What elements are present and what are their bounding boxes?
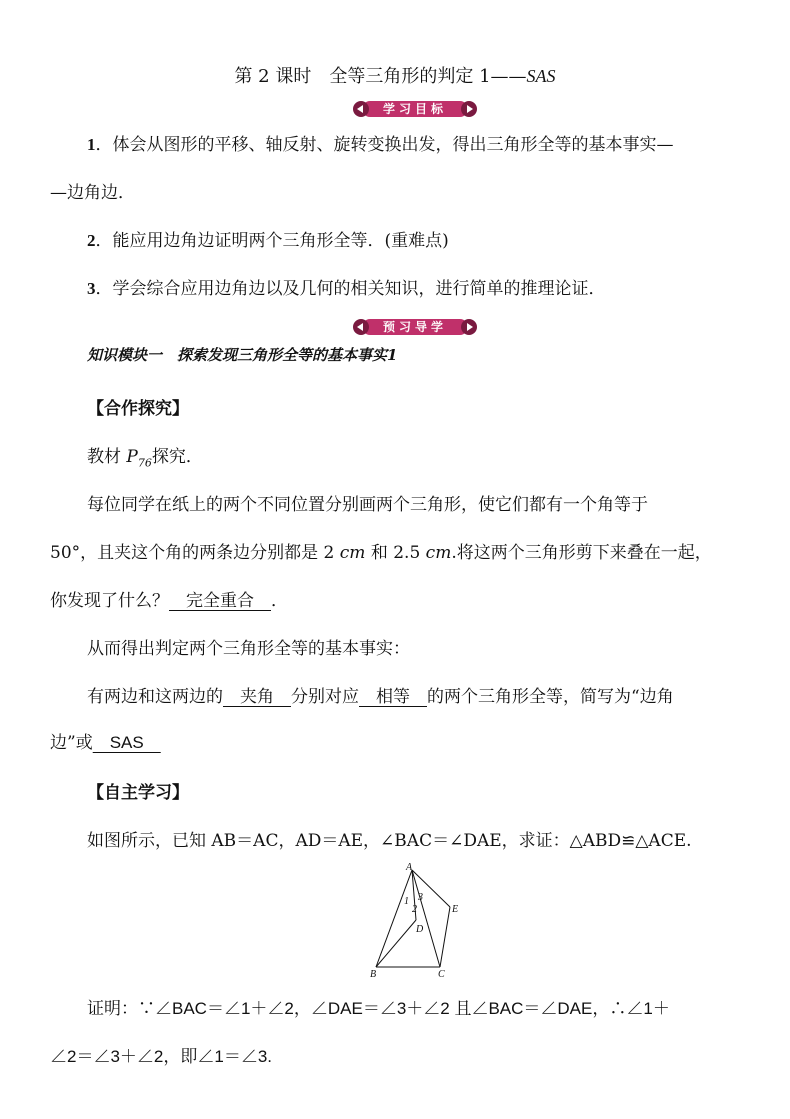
answer-blank-3: 相等 xyxy=(359,687,427,707)
self-study-heading: 【自主学习】 xyxy=(87,783,189,803)
label-a: A xyxy=(406,862,413,873)
textbook-page-sub: 76 xyxy=(137,456,152,470)
angle-label-1: 1 xyxy=(404,896,409,907)
angle-label-2: 2 xyxy=(412,904,417,915)
objective-number: 3 xyxy=(87,279,96,298)
explore-text-b: 和 2.5 xyxy=(365,543,426,563)
conclusion-intro: 从而得出判定两个三角形全等的基本事实： xyxy=(87,639,410,659)
rule-text-a: 有两边和这两边的 xyxy=(87,687,223,707)
question-line xyxy=(50,580,750,622)
objective-text: ．学会综合应用边角边以及几何的相关知识，进行简单的推理论证． xyxy=(95,279,606,299)
goals-badge-label: 学习目标 xyxy=(382,102,447,116)
preview-badge-label: 预习导学 xyxy=(382,320,447,334)
objective-3 xyxy=(87,268,747,310)
answer-blank-4: SAS xyxy=(92,733,161,752)
label-d: D xyxy=(416,924,424,935)
explore-text-c: .将这两个三角形剪下来叠在一起， xyxy=(451,543,712,563)
segment-ab xyxy=(376,870,412,967)
objective-text: ．能应用边角边证明两个三角形全等．(重难点) xyxy=(95,231,449,251)
textbook-line xyxy=(87,436,747,484)
rule-line-2 xyxy=(50,722,750,764)
preview-badge xyxy=(352,318,478,336)
question-suffix: ． xyxy=(271,591,288,611)
objective-number: 2 xyxy=(87,231,96,250)
label-b: B xyxy=(370,969,377,980)
cooperative-heading: 【合作探究】 xyxy=(87,399,189,419)
angle-label-3: 3 xyxy=(418,892,423,903)
objective-1-cont xyxy=(50,172,750,214)
title-prefix: 第 2 课时 全等三角形的判定 1—— xyxy=(234,66,527,87)
triangle-figure xyxy=(368,862,468,982)
rule-text-c: 的两个三角形全等，简写为“边角 xyxy=(427,687,674,707)
textbook-prefix: 教材 xyxy=(87,447,127,467)
title-suffix: SAS xyxy=(526,66,556,86)
question-text: 你发现了什么？ xyxy=(50,591,169,611)
label-c: C xyxy=(438,969,445,980)
rule-line-1 xyxy=(87,676,747,718)
segment-bd xyxy=(376,920,416,967)
module-title: 知识模块一 探索发现三角形全等的基本事实1 xyxy=(87,346,398,364)
rule-text-d: 边”或 xyxy=(50,733,93,753)
objective-2 xyxy=(87,220,747,262)
explore-text-a: 50°，且夹这个角的两条边分别都是 2 xyxy=(50,543,340,563)
answer-blank-2: 夹角 xyxy=(223,687,291,707)
objective-number: 1 xyxy=(87,135,96,154)
objective-text-cont: —边角边． xyxy=(50,183,135,203)
label-e: E xyxy=(452,904,459,915)
explore-line-2 xyxy=(50,532,750,574)
rule-text-b: 分别对应 xyxy=(291,687,359,707)
proof-line-1: 证明：∵∠BAC＝∠1＋∠2，∠DAE＝∠3＋∠2 且∠BAC＝∠DAE，∴∠1＋ xyxy=(87,999,670,1018)
answer-blank-1: 完全重合 xyxy=(169,591,271,611)
explore-line-1: 每位同学在纸上的两个不同位置分别画两个三角形，使它们都有一个角等于 xyxy=(87,495,648,515)
objective-1 xyxy=(87,124,747,166)
proof-line-2: ∠2＝∠3＋∠2，即∠1＝∠3. xyxy=(50,1047,272,1066)
textbook-suffix: 探究． xyxy=(151,447,203,467)
unit-cm-1: cm xyxy=(339,543,366,563)
problem-statement: 如图所示，已知 AB＝AC，AD＝AE，∠BAC＝∠DAE，求证：△ABD≌△ACE. xyxy=(87,831,692,851)
segment-ce xyxy=(440,907,450,967)
goals-badge xyxy=(352,100,478,118)
textbook-page: P xyxy=(126,447,138,467)
unit-cm-2: cm xyxy=(425,543,452,563)
objective-text: ．体会从图形的平移、轴反射、旋转变换出发，得出三角形全等的基本事实— xyxy=(95,135,674,155)
page-title xyxy=(0,62,790,88)
